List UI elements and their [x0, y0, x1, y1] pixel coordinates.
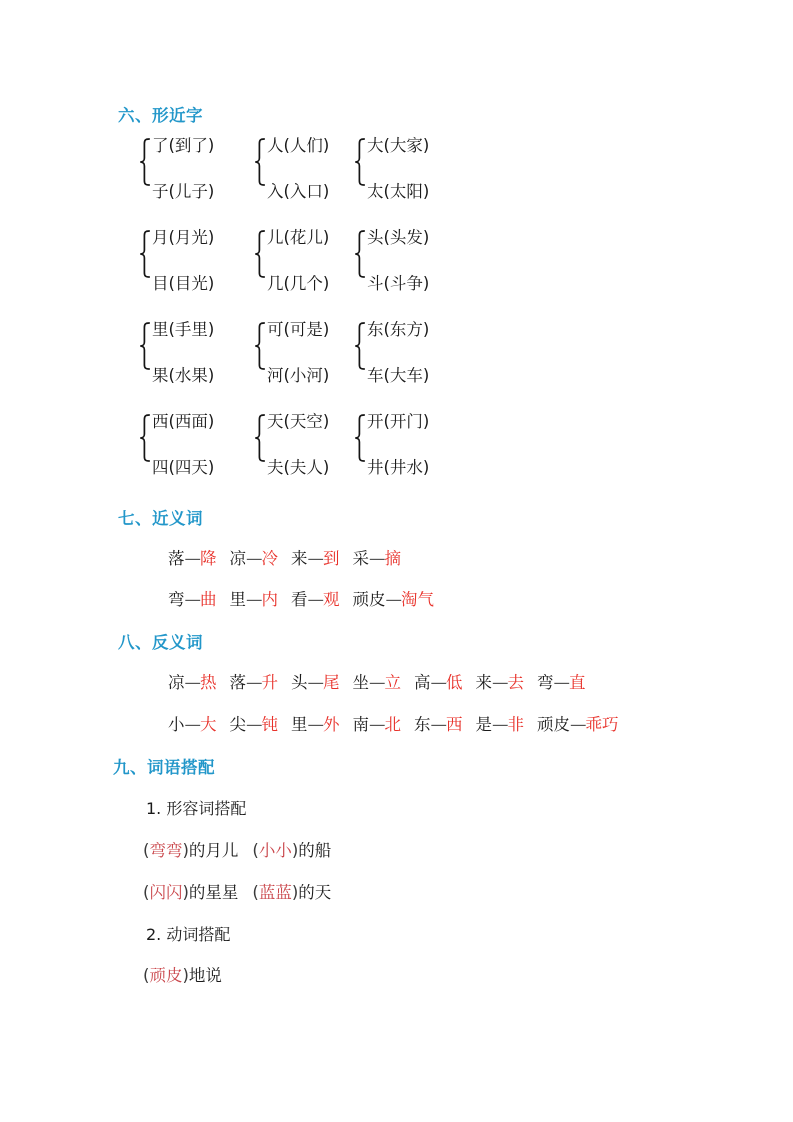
collocation-item — [252, 843, 331, 860]
word-pair-prompt: 来 — [291, 549, 308, 568]
word-pair-answer: 观 — [323, 590, 340, 609]
xingjinzi-word-bottom: 河(小河) — [267, 366, 330, 385]
word-pair-answer: 升 — [261, 673, 278, 692]
xingjinzi-words — [367, 414, 429, 483]
collocation-paren-open: ( — [143, 966, 150, 985]
word-pair-answer: 大 — [200, 715, 217, 734]
xingjinzi-pair-group — [140, 138, 214, 207]
word-pair-prompt: 落 — [168, 549, 185, 568]
word-pair — [414, 675, 463, 692]
xingjinzi-pair-group — [255, 322, 329, 391]
xingjinzi-pair-group — [355, 414, 429, 483]
word-pair-answer: 热 — [200, 673, 217, 692]
word-pair — [230, 551, 279, 568]
word-pair-prompt: 看 — [291, 590, 308, 609]
collocation-paren-close: ) — [291, 883, 299, 902]
word-pair-prompt: 落 — [229, 673, 246, 692]
word-pair-prompt: 凉 — [168, 673, 185, 692]
collocation-answer: 闪闪 — [149, 883, 183, 902]
word-pair-answer: 摘 — [384, 549, 401, 568]
word-pair — [168, 551, 217, 568]
xingjinzi-word-top: 可(可是) — [267, 320, 330, 339]
left-curly-brace-icon — [140, 322, 151, 391]
collocation-subsection-1-label: 1. 形容词搭配 — [146, 799, 247, 818]
word-pair-answer: 曲 — [200, 590, 217, 609]
word-pair-answer: 淘气 — [401, 590, 434, 609]
section-heading-ciyudapei: 九、词语搭配 — [113, 758, 215, 777]
xingjinzi-words — [367, 230, 429, 299]
left-curly-brace-icon — [355, 230, 366, 299]
collocation-1-line-2 — [143, 885, 331, 902]
left-curly-brace-icon — [355, 414, 366, 483]
word-pair-dash: — — [369, 549, 385, 568]
xingjinzi-words — [267, 414, 329, 483]
word-pair-dash: — — [369, 715, 385, 734]
word-pair — [291, 717, 340, 734]
word-pair — [168, 675, 217, 692]
word-pair-answer: 降 — [200, 549, 217, 568]
word-pair-prompt: 弯 — [537, 673, 554, 692]
word-pair-prompt: 是 — [475, 715, 492, 734]
collocation-answer: 小小 — [258, 841, 292, 860]
word-pair-prompt: 采 — [352, 549, 369, 568]
word-pair — [291, 551, 340, 568]
word-pair-dash: — — [570, 715, 586, 734]
word-pair-answer: 西 — [446, 715, 463, 734]
word-pair — [230, 675, 279, 692]
word-pair-answer: 乖巧 — [585, 715, 619, 734]
word-pair-dash: — — [184, 715, 200, 734]
xingjinzi-words — [367, 322, 429, 391]
word-pair-dash: — — [246, 673, 262, 692]
collocation-paren-open: ( — [143, 883, 150, 902]
xingjinzi-words — [367, 138, 429, 207]
xingjinzi-word-top: 人(人们) — [267, 136, 330, 155]
word-pair — [414, 717, 463, 734]
xingjinzi-word-bottom: 目(目光) — [152, 274, 215, 293]
xingjinzi-pair-group — [355, 322, 429, 391]
collocation-paren-close: ) — [182, 966, 189, 985]
word-pair-dash: — — [246, 715, 262, 734]
xingjinzi-word-bottom: 太(太阳) — [367, 182, 430, 201]
collocation-item — [143, 885, 238, 902]
word-pair-prompt: 顽皮 — [352, 590, 386, 609]
word-pair-answer: 直 — [569, 673, 586, 692]
xingjinzi-words — [267, 230, 329, 299]
left-curly-brace-icon — [140, 414, 151, 483]
collocation-noun-phrase: 的天 — [298, 883, 332, 902]
word-pair-dash: — — [369, 673, 385, 692]
word-pair — [476, 675, 525, 692]
xingjinzi-word-top: 开(开门) — [367, 412, 430, 431]
word-pair-answer: 尾 — [323, 673, 340, 692]
collocation-paren-close: ) — [182, 841, 189, 860]
word-pair-dash: — — [492, 673, 508, 692]
word-pair — [353, 592, 435, 609]
xingjinzi-pair-group — [355, 230, 429, 299]
word-pair-answer: 低 — [446, 673, 463, 692]
collocation-answer: 顽皮 — [149, 966, 183, 985]
word-pair-dash: — — [307, 715, 323, 734]
word-pair-answer: 钝 — [261, 715, 278, 734]
xingjinzi-row — [140, 414, 610, 506]
word-pair-dash: — — [246, 549, 262, 568]
xingjinzi-word-bottom: 入(入口) — [267, 182, 330, 201]
xingjinzi-pair-group — [355, 138, 429, 207]
collocation-paren-open: ( — [252, 883, 259, 902]
left-curly-brace-icon — [140, 230, 151, 299]
xingjinzi-word-bottom: 几(几个) — [267, 274, 330, 293]
fanyici-line-2 — [168, 717, 619, 734]
collocation-item — [143, 843, 238, 860]
word-pair-answer: 立 — [384, 673, 401, 692]
xingjinzi-word-bottom: 夫(夫人) — [267, 458, 330, 477]
word-pair-answer: 去 — [507, 673, 524, 692]
collocation-1-line-1 — [143, 843, 331, 860]
collocation-subsection-2-label: 2. 动词搭配 — [146, 925, 231, 944]
collocation-paren-close: ) — [291, 841, 299, 860]
word-pair-dash: — — [246, 590, 262, 609]
word-pair-answer: 内 — [261, 590, 278, 609]
collocation-noun-phrase: 的星星 — [188, 883, 239, 902]
section-heading-fanyici: 八、反义词 — [118, 633, 203, 652]
xingjinzi-word-bottom: 果(水果) — [152, 366, 215, 385]
xingjinzi-words — [152, 414, 214, 483]
collocation-noun-phrase: 地说 — [188, 966, 222, 985]
word-pair — [291, 675, 340, 692]
word-pair-dash: — — [184, 673, 200, 692]
xingjinzi-grid — [140, 138, 610, 506]
left-curly-brace-icon — [140, 138, 151, 207]
xingjinzi-pair-group — [255, 230, 329, 299]
jinyici-line-2 — [168, 592, 434, 609]
word-pair-prompt: 里 — [229, 590, 246, 609]
word-pair-prompt: 高 — [414, 673, 431, 692]
xingjinzi-word-bottom: 子(儿子) — [152, 182, 215, 201]
xingjinzi-words — [267, 138, 329, 207]
word-pair — [537, 717, 619, 734]
word-pair-dash: — — [184, 549, 200, 568]
collocation-item — [252, 885, 331, 902]
collocation-paren-open: ( — [143, 841, 150, 860]
xingjinzi-word-top: 大(大家) — [367, 136, 430, 155]
word-pair-prompt: 小 — [168, 715, 185, 734]
word-pair-prompt: 东 — [414, 715, 431, 734]
word-pair-dash: — — [553, 673, 569, 692]
word-pair-answer: 外 — [323, 715, 340, 734]
collocation-2-line-1 — [143, 968, 222, 985]
xingjinzi-word-top: 头(头发) — [367, 228, 430, 247]
left-curly-brace-icon — [255, 138, 266, 207]
word-pair — [353, 675, 402, 692]
word-pair-prompt: 弯 — [168, 590, 185, 609]
xingjinzi-pair-group — [140, 230, 214, 299]
word-pair-dash: — — [307, 673, 323, 692]
collocation-answer: 蓝蓝 — [258, 883, 292, 902]
xingjinzi-row — [140, 138, 610, 230]
word-pair-prompt: 尖 — [229, 715, 246, 734]
xingjinzi-word-top: 东(东方) — [367, 320, 430, 339]
left-curly-brace-icon — [255, 230, 266, 299]
word-pair — [353, 717, 402, 734]
xingjinzi-words — [152, 138, 214, 207]
collocation-paren-close: ) — [182, 883, 189, 902]
xingjinzi-word-top: 了(到了) — [152, 136, 215, 155]
word-pair — [291, 592, 340, 609]
word-pair-prompt: 南 — [352, 715, 369, 734]
word-pair-prompt: 顽皮 — [537, 715, 570, 734]
xingjinzi-word-bottom: 车(大车) — [367, 366, 430, 385]
xingjinzi-word-top: 月(月光) — [152, 228, 215, 247]
word-pair-dash: — — [430, 715, 446, 734]
left-curly-brace-icon — [255, 322, 266, 391]
collocation-noun-phrase: 的船 — [298, 841, 332, 860]
left-curly-brace-icon — [355, 322, 366, 391]
word-pair-dash: — — [492, 715, 508, 734]
word-pair-prompt: 头 — [291, 673, 308, 692]
xingjinzi-word-top: 天(天空) — [267, 412, 330, 431]
jinyici-line-1 — [168, 551, 401, 568]
word-pair-prompt: 凉 — [229, 549, 246, 568]
xingjinzi-pair-group — [255, 138, 329, 207]
left-curly-brace-icon — [355, 138, 366, 207]
xingjinzi-row — [140, 322, 610, 414]
word-pair-prompt: 来 — [475, 673, 492, 692]
fanyici-line-1 — [168, 675, 586, 692]
collocation-paren-open: ( — [252, 841, 259, 860]
word-pair — [537, 675, 586, 692]
xingjinzi-words — [267, 322, 329, 391]
collocation-item — [143, 968, 222, 985]
xingjinzi-word-top: 里(手里) — [152, 320, 215, 339]
xingjinzi-row — [140, 230, 610, 322]
word-pair-answer: 非 — [507, 715, 524, 734]
word-pair-dash: — — [430, 673, 446, 692]
xingjinzi-words — [152, 322, 214, 391]
word-pair — [230, 717, 279, 734]
word-pair — [476, 717, 525, 734]
word-pair-prompt: 坐 — [352, 673, 369, 692]
word-pair-dash: — — [307, 590, 323, 609]
section-heading-jinyici: 七、近义词 — [118, 509, 203, 528]
section-heading-xingjinzi: 六、形近字 — [118, 106, 203, 125]
xingjinzi-words — [152, 230, 214, 299]
xingjinzi-word-top: 儿(花儿) — [267, 228, 330, 247]
xingjinzi-pair-group — [255, 414, 329, 483]
xingjinzi-pair-group — [140, 414, 214, 483]
xingjinzi-word-bottom: 斗(斗争) — [367, 274, 430, 293]
xingjinzi-word-bottom: 井(井水) — [367, 458, 430, 477]
word-pair-answer: 到 — [323, 549, 340, 568]
collocation-noun-phrase: 的月儿 — [188, 841, 239, 860]
word-pair-prompt: 里 — [291, 715, 308, 734]
left-curly-brace-icon — [255, 414, 266, 483]
word-pair — [353, 551, 402, 568]
word-pair-answer: 北 — [384, 715, 401, 734]
xingjinzi-pair-group — [140, 322, 214, 391]
word-pair-dash: — — [307, 549, 323, 568]
word-pair — [230, 592, 279, 609]
xingjinzi-word-bottom: 四(四天) — [152, 458, 215, 477]
word-pair — [168, 592, 217, 609]
collocation-answer: 弯弯 — [149, 841, 183, 860]
word-pair-answer: 冷 — [261, 549, 278, 568]
word-pair-dash: — — [385, 590, 401, 609]
xingjinzi-word-top: 西(西面) — [152, 412, 215, 431]
word-pair — [168, 717, 217, 734]
word-pair-dash: — — [184, 590, 200, 609]
